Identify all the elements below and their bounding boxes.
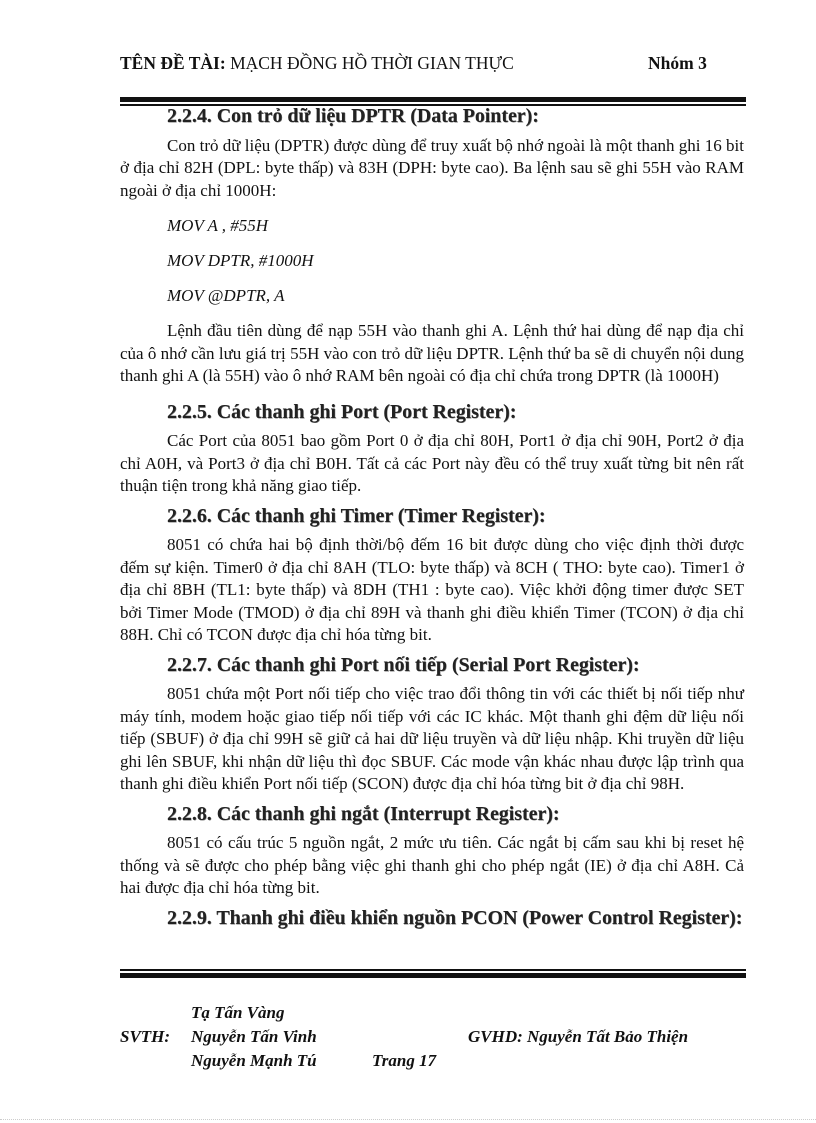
paragraph-serial: 8051 chứa một Port nối tiếp cho việc trao đổi thông tin với các thiết bị nối tiếp như máy tính, modem hoặc giao tiếp nối tiếp với các IC khác. Một thanh ghi đệm dữ liệu nối tiếp (SBUF) ở địa chỉ 99H sẽ giữ cả hai dữ liệu truyền và dữ liệu nhập. Khi truyền dữ liệu ghi lên SBUF, khi nhận dữ liệu thì đọc SBUF. Các mode vận khác nhau được lập trình qua thanh ghi điều khiển Port nối tiếp (SCON) được địa chỉ hóa từng bit ở địa chỉ 98H.	[120, 684, 744, 793]
page-edge-dots	[0, 1118, 816, 1120]
code-line-1: MOV A , #55H	[167, 216, 269, 235]
heading-port: 2.2.5. Các thanh ghi Port (Port Register):	[167, 400, 517, 423]
paragraph-interrupt: 8051 có cấu trúc 5 nguồn ngắt, 2 mức ưu tiên. Các ngắt bị cấm sau khi bị reset hệ thống và sẽ được cho phép bằng việc ghi thanh ghi cho phép ngắt (IE) ở địa chỉ A8H. Cả hai được địa chỉ hóa từng bit.	[120, 833, 744, 897]
footer-rule-thick	[120, 973, 746, 978]
code-line-2: MOV DPTR, #1000H	[167, 251, 314, 270]
paragraph-dptr-explain: Lệnh đầu tiên dùng để nạp 55H vào thanh ghi A. Lệnh thứ hai dùng để nạp địa chỉ của ô nhớ cần lưu giá trị 55H vào con trỏ dữ liệu DPTR. Lệnh thứ ba sẽ di chuyển nội dung thanh ghi A (là 55H) vào ô nhớ RAM bên ngoài có địa chỉ chứa trong DPTR (là 1000H)	[120, 321, 744, 385]
footer-rule-thin	[120, 969, 746, 971]
page-number-value: 17	[419, 1051, 437, 1070]
page-label: Trang	[372, 1051, 415, 1070]
code-line-3: MOV @DPTR, A	[167, 286, 285, 305]
student-name-1: Tạ Tấn Vàng	[191, 1003, 285, 1022]
heading-serial: 2.2.7. Các thanh ghi Port nối tiếp (Serial Port Register):	[167, 653, 640, 676]
header-title	[120, 53, 514, 74]
header-title-label: TÊN ĐỀ TÀI:	[120, 53, 226, 73]
advisor: GVHD: Nguyễn Tất Bảo Thiện	[468, 1027, 689, 1046]
page-number	[372, 1051, 436, 1071]
header-rule-thick	[120, 97, 746, 102]
paragraph-timer: 8051 có chứa hai bộ định thời/bộ đếm 16 bit được dùng cho việc định thời được đếm sự kiện. Timer0 ở địa chỉ 8AH (TLO: byte thấp) và 8CH ( THO: byte cao). Timer1 ở địa chỉ 8BH (TL1: byte thấp) và 8DH (TH1 : byte cao). Việc khởi động timer được SET bởi Timer Mode (TMOD) ở địa chỉ 89H và thanh ghi điều khiển Timer (TCON) ở địa chỉ 88H. Chỉ có TCON được địa chỉ hóa từng bit.	[120, 535, 744, 644]
header-group: Nhóm 3	[648, 53, 707, 73]
heading-interrupt: 2.2.8. Các thanh ghi ngắt (Interrupt Register):	[167, 802, 560, 825]
student-name-2: Nguyễn Tấn Vinh	[191, 1027, 317, 1046]
svth-label: SVTH:	[120, 1027, 171, 1046]
header-title-text: MẠCH ĐỒNG HỒ THỜI GIAN THỰC	[225, 53, 514, 73]
paragraph-port: Các Port của 8051 bao gồm Port 0 ở địa chỉ 80H, Port1 ở địa chỉ 90H, Port2 ở địa chỉ A0H, và Port3 ở địa chỉ B0H. Tất cả các Port này đều có thể truy xuất từng bit nên rất thuận tiện trong khả năng giao tiếp.	[120, 431, 744, 495]
student-name-3: Nguyễn Mạnh Tú	[191, 1051, 317, 1070]
heading-dptr: 2.2.4. Con trỏ dữ liệu DPTR (Data Pointer):	[167, 105, 539, 127]
paragraph-dptr: Con trỏ dữ liệu (DPTR) được dùng để truy xuất bộ nhớ ngoài là một thanh ghi 16 bit ở địa chỉ 82H (DPL: byte thấp) và 83H (DPH: byte cao). Ba lệnh sau sẽ ghi 55H vào RAM ngoài ở địa chỉ 1000H:	[120, 135, 744, 200]
heading-timer: 2.2.6. Các thanh ghi Timer (Timer Register):	[167, 504, 546, 527]
page-content	[120, 103, 744, 929]
heading-pcon: 2.2.9. Thanh ghi điều khiển nguồn PCON (Power Control Register):	[167, 906, 743, 929]
